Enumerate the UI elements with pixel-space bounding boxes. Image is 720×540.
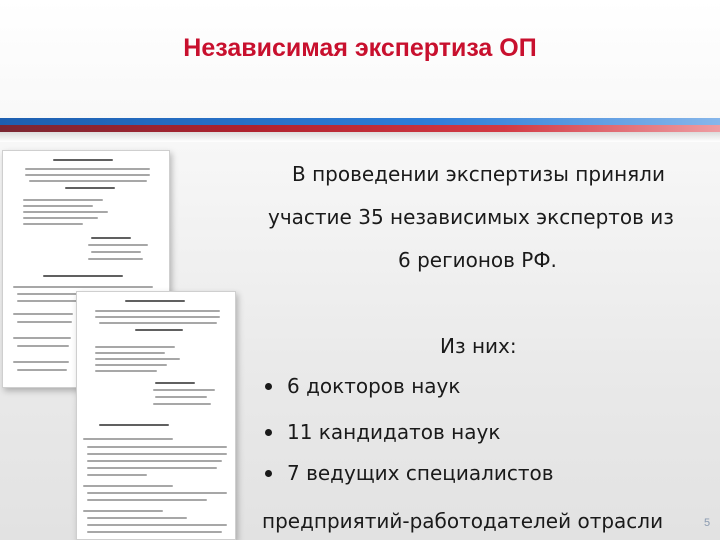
bullet-dot-icon [265, 429, 272, 436]
decorative-band-red [0, 125, 720, 132]
bullet-item [265, 374, 460, 398]
body-text-line: В проведении экспертизы приняли [292, 162, 665, 186]
body-text-line: 6 регионов РФ. [398, 248, 557, 272]
decorative-band-blue [0, 118, 720, 125]
page-number: 5 [704, 517, 711, 529]
body-text-continuation: предприятий-работодателей отрасли [262, 509, 664, 533]
body-text-line: Из них: [440, 334, 517, 358]
bullet-item [265, 420, 500, 444]
bullet-item [265, 461, 554, 485]
document-scan-image [76, 291, 236, 540]
decorative-band-shadow [0, 132, 720, 142]
bullet-dot-icon [265, 470, 272, 477]
bullet-dot-icon [265, 383, 272, 390]
body-text-line: участие 35 независимых экспертов из [268, 205, 674, 229]
slide-title: Независимая экспертиза ОП [183, 34, 537, 62]
bullet-text: 6 докторов наук [287, 374, 461, 398]
bullet-text: 11 кандидатов наук [287, 420, 501, 444]
bullet-text: 7 ведущих специалистов [287, 461, 554, 485]
